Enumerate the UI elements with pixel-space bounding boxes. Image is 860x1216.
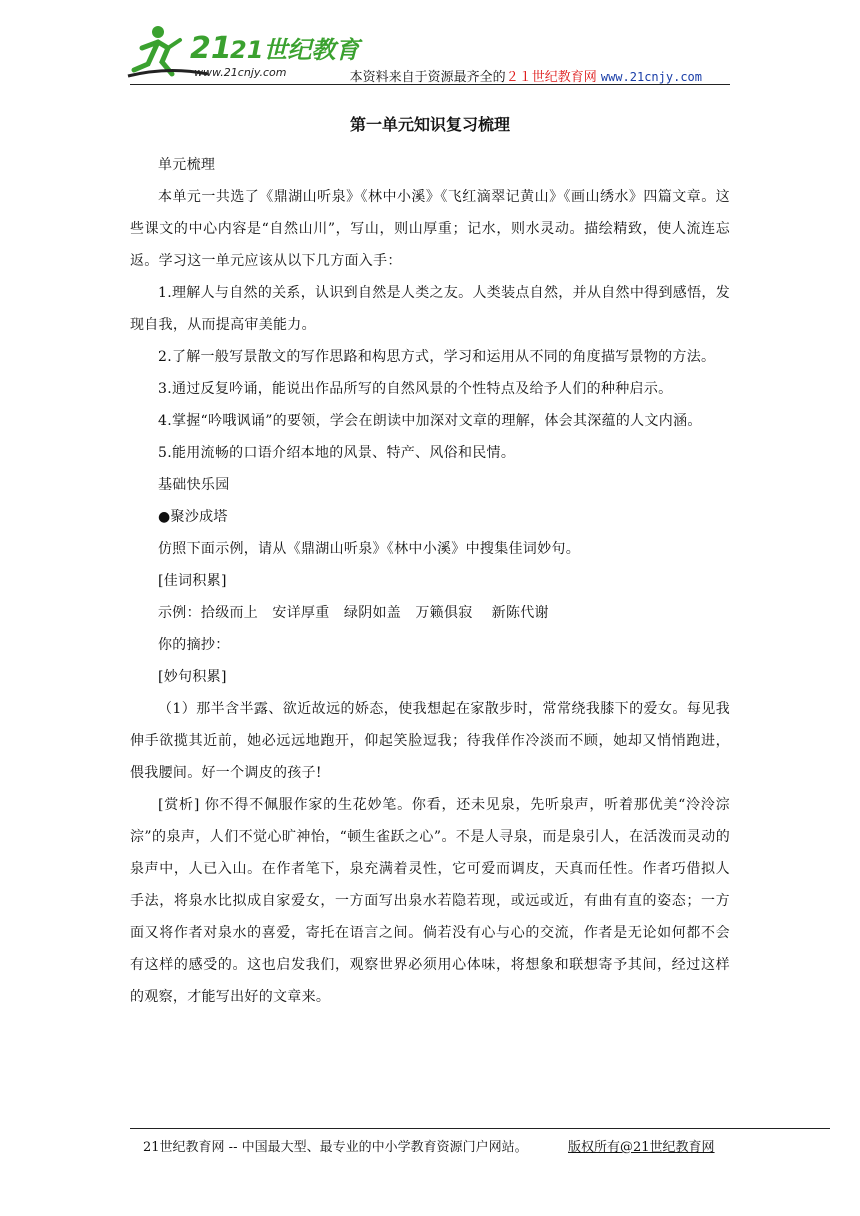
header-note-text: 本资料来自于资源最齐全的 bbox=[349, 70, 506, 85]
paragraph: 仿照下面示例，请从《鼎湖山听泉》《林中小溪》中搜集佳词妙句。 bbox=[158, 541, 580, 557]
page-footer bbox=[143, 1136, 715, 1155]
list-item: 1.理解人与自然的关系，认识到自然是人类之友。人类装点自然，并从自然中得到感悟，发现自我，从而提高审美能力。 bbox=[130, 285, 730, 333]
logo-number: 21 bbox=[190, 31, 232, 66]
logo-text: 21世纪教育 bbox=[230, 36, 360, 64]
label: [佳词积累] bbox=[158, 573, 227, 589]
list-item: 3.通过反复吟诵，能说出作品所写的自然风景的个性特点及给予人们的种种启示。 bbox=[158, 381, 673, 397]
paragraph: （1）那半含半露、欲近故远的娇态，使我想起在家散步时，常常绕我膝下的爱女。每见我伸手欲揽其近前，她必远远地跑开，仰起笑脸逗我；待我佯作冷淡而不顾，她却又悄悄跑进，偎我腰间。好一个调皮的孩子! bbox=[130, 701, 730, 781]
header-note bbox=[350, 66, 702, 85]
label: [妙句积累] bbox=[158, 669, 227, 685]
footer-divider bbox=[130, 1128, 830, 1129]
subsection-heading: ●聚沙成塔 bbox=[158, 509, 228, 525]
label: 你的摘抄： bbox=[158, 637, 230, 653]
footer-text: 21世纪教育网 -- 中国最大型、最专业的中小学教育资源门户网站。 bbox=[143, 1140, 528, 1155]
header-note-brand: ２１世纪教育网 bbox=[505, 70, 597, 85]
list-item: 5.能用流畅的口语介绍本地的风景、特产、风俗和民情。 bbox=[158, 445, 516, 461]
copyright-link[interactable]: 版权所有@21世纪教育网 bbox=[568, 1140, 715, 1155]
list-item: 4.掌握“吟哦讽诵”的要领，学会在朗读中加深对文章的理解，体会其深蕴的人文内涵。 bbox=[158, 413, 702, 429]
section-heading: 基础快乐园 bbox=[158, 477, 230, 493]
list-item: 2.了解一般写景散文的写作思路和构思方式，学习和运用从不同的角度描写景物的方法。 bbox=[158, 349, 716, 365]
paragraph: 本单元一共选了《鼎湖山听泉》《林中小溪》《飞红滴翠记黄山》《画山绣水》四篇文章。这些课文的中心内容是“自然山川”，写山，则山厚重；记水，则水灵动。描绘精致，使人流连忘返。学习这一单元应该从以下几方面入手： bbox=[130, 189, 730, 269]
page-title: 第一单元知识复习梳理 bbox=[349, 115, 510, 134]
header-divider bbox=[130, 84, 730, 85]
section-heading: 单元梳理 bbox=[158, 157, 216, 173]
paragraph: [赏析] 你不得不佩服作家的生花妙笔。你看，还未见泉，先听泉声，听着那优美“泠泠淙淙”的泉声，人们不觉心旷神怡，“顿生雀跃之心”。不是人寻泉，而是泉引人，在活泼而灵动的泉声中，人已入山。在作者笔下，泉充满着灵性，它可爱而调皮，天真而任性。作者巧借拟人手法，将泉水比拟成自家爱女，一方面写出泉水若隐若现，或远或近，有曲有直的姿态；一方面又将作者对泉水的喜爱，寄托在语言之间。倘若没有心与心的交流，作者是无论如何都不会有这样的感受的。这也启发我们，观察世界必须用心体味，将想象和联想寄予其间，经过这样的观察，才能写出好的文章来。 bbox=[130, 797, 730, 1005]
document-body bbox=[130, 104, 730, 1013]
header-note-url[interactable]: www.21cnjy.com bbox=[600, 70, 702, 84]
paragraph: 示例：拾级而上 安详厚重 绿阴如盖 万籁俱寂 新陈代谢 bbox=[158, 605, 549, 621]
logo-21cnjy bbox=[128, 18, 360, 84]
logo-url: www.21cnjy.com bbox=[194, 66, 287, 79]
page-header bbox=[128, 18, 730, 84]
